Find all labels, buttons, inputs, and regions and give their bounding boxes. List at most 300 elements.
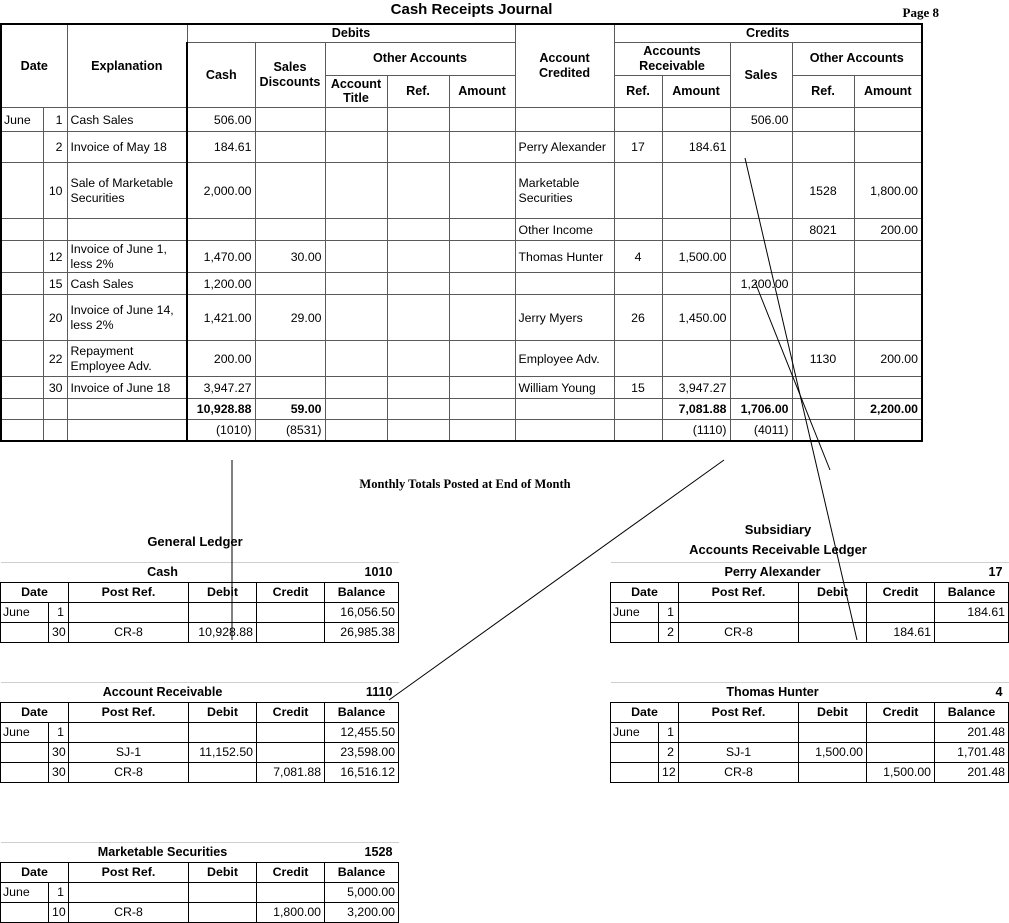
gl-0-cell-balance: 16,056.50 xyxy=(325,603,399,623)
journal-row[interactable] xyxy=(1,295,922,341)
gl-1-row[interactable] xyxy=(1,763,399,783)
journal-cell-ref-ar xyxy=(614,108,662,132)
journal-cell-amount-debit xyxy=(449,295,515,341)
gl-0-column-header xyxy=(1,583,399,603)
gl-1-col-postref: Post Ref. xyxy=(69,703,189,723)
journal-cell-sales-discounts xyxy=(255,163,325,219)
gl-1-table xyxy=(0,682,399,783)
sl-0-cell-post-ref xyxy=(679,603,799,623)
journal-cell-month xyxy=(1,341,43,377)
journal-cell-ref-ar: 26 xyxy=(614,295,662,341)
journal-cell-cash: 184.61 xyxy=(187,132,255,163)
sl-1-cell-debit xyxy=(799,723,867,743)
journal-cell-amount-ar: 1,500.00 xyxy=(662,241,730,273)
journal-header-row-1 xyxy=(1,24,922,42)
gl-1-cell-debit: 11,152.50 xyxy=(189,743,257,763)
sl-0-row[interactable] xyxy=(611,623,1009,643)
sl-1-cell-post-ref: CR-8 xyxy=(679,763,799,783)
journal-cell-account-credited: Employee Adv. xyxy=(515,341,614,377)
journal-cell-amount-debit xyxy=(449,341,515,377)
journal-totals-row xyxy=(1,399,922,420)
journal-cell-amount-debit xyxy=(449,108,515,132)
journal-cell-account-title xyxy=(325,132,387,163)
journal-cell-amount-debit xyxy=(449,377,515,399)
journal-cell-ref-ar: 15 xyxy=(614,377,662,399)
gl-2-cell-balance: 5,000.00 xyxy=(325,883,399,903)
journal-totals-row-sales-discounts: 59.00 xyxy=(255,399,325,420)
journal-cell-cash xyxy=(187,219,255,241)
gl-1-cell-debit xyxy=(189,723,257,743)
gl-2-account-header xyxy=(1,843,399,863)
journal-totals-row-month xyxy=(1,399,43,420)
journal-cell-ref-debit xyxy=(387,273,449,295)
sl-1-cell-post-ref xyxy=(679,723,799,743)
journal-cell-account-credited: Other Income xyxy=(515,219,614,241)
gl-0-account-name: Cash xyxy=(1,563,325,583)
sl-1-cell-post-ref: SJ-1 xyxy=(679,743,799,763)
journal-cell-explanation: Invoice of June 1, less 2% xyxy=(67,241,187,273)
journal-cell-cash: 1,421.00 xyxy=(187,295,255,341)
journal-cell-explanation xyxy=(67,219,187,241)
col-amount-ar: Amount xyxy=(662,75,730,108)
journal-cell-cash: 2,000.00 xyxy=(187,163,255,219)
journal-posting-ref-row-explanation xyxy=(67,420,187,441)
journal-totals-row-ref-ar xyxy=(614,399,662,420)
gl-2-cell-month: June xyxy=(1,883,49,903)
gl-1-cell-balance: 23,598.00 xyxy=(325,743,399,763)
page-title: Cash Receipts Journal xyxy=(390,1,553,18)
journal-cell-ref-debit xyxy=(387,241,449,273)
sl-1-cell-balance: 201.48 xyxy=(935,763,1009,783)
sl-1-cell-credit: 1,500.00 xyxy=(867,763,935,783)
col-cash: Cash xyxy=(187,42,255,107)
journal-cell-day: 1 xyxy=(43,108,67,132)
journal-posting-ref-row-ref-debit xyxy=(387,420,449,441)
journal-cell-cash: 1,200.00 xyxy=(187,273,255,295)
gl-1-account-number: 1110 xyxy=(325,683,399,703)
journal-cell-account-title xyxy=(325,163,387,219)
journal-totals-row-account-title xyxy=(325,399,387,420)
gl-0-row[interactable] xyxy=(1,603,399,623)
journal-cell-account-credited: Thomas Hunter xyxy=(515,241,614,273)
gl-0-cell-credit xyxy=(257,623,325,643)
journal-cell-sales: 1,200.00 xyxy=(730,273,792,295)
journal-cell-ref-credit xyxy=(792,377,854,399)
journal-posting-ref-row-sales: (4011) xyxy=(730,420,792,441)
journal-totals-row-amount-ar: 7,081.88 xyxy=(662,399,730,420)
title-bar xyxy=(0,0,943,23)
journal-posting-ref-row-ref-ar xyxy=(614,420,662,441)
gl-1-cell-day: 30 xyxy=(49,763,69,783)
journal-row[interactable] xyxy=(1,341,922,377)
gl-2-account-name: Marketable Securities xyxy=(1,843,325,863)
journal-row[interactable] xyxy=(1,132,922,163)
gl-2-row[interactable] xyxy=(1,883,399,903)
journal-cell-account-credited: Jerry Myers xyxy=(515,295,614,341)
gl-1-cell-day: 30 xyxy=(49,743,69,763)
sl-0-col-debit: Debit xyxy=(799,583,867,603)
journal-cell-ref-credit xyxy=(792,295,854,341)
journal-posting-ref-row-account-credited xyxy=(515,420,614,441)
col-ref-ar: Ref. xyxy=(614,75,662,108)
ledger-thomas-hunter xyxy=(610,682,1006,783)
sl-0-col-postref: Post Ref. xyxy=(679,583,799,603)
journal-cell-amount-credit xyxy=(854,377,922,399)
journal-cell-sales-discounts xyxy=(255,132,325,163)
journal-cell-ref-credit: 1528 xyxy=(792,163,854,219)
col-ref-credit: Ref. xyxy=(792,75,854,108)
gl-2-col-postref: Post Ref. xyxy=(69,863,189,883)
sl-0-cell-balance xyxy=(935,623,1009,643)
gl-0-cell-credit xyxy=(257,603,325,623)
sl-1-row[interactable] xyxy=(611,763,1009,783)
journal-cell-ref-credit xyxy=(792,108,854,132)
journal-cell-month xyxy=(1,241,43,273)
journal-cell-amount-credit xyxy=(854,273,922,295)
sl-0-column-header xyxy=(611,583,1009,603)
group-debits: Debits xyxy=(187,24,515,42)
journal-cell-amount-credit: 200.00 xyxy=(854,341,922,377)
sl-1-column-header xyxy=(611,703,1009,723)
journal-totals-row-cash: 10,928.88 xyxy=(187,399,255,420)
gl-2-col-debit: Debit xyxy=(189,863,257,883)
journal-cell-ref-credit xyxy=(792,132,854,163)
col-account-title: Account Title xyxy=(325,75,387,108)
journal-posting-ref-row-amount-credit xyxy=(854,420,922,441)
journal-totals-row-sales: 1,706.00 xyxy=(730,399,792,420)
journal-cell-amount-credit: 1,800.00 xyxy=(854,163,922,219)
gl-1-cell-day: 1 xyxy=(49,723,69,743)
journal-cell-ref-debit xyxy=(387,163,449,219)
journal-cell-account-credited xyxy=(515,108,614,132)
gl-2-cell-post-ref xyxy=(69,883,189,903)
journal-cell-cash: 1,470.00 xyxy=(187,241,255,273)
sl-0-col-credit: Credit xyxy=(867,583,935,603)
journal-cell-amount-ar xyxy=(662,273,730,295)
sl-1-cell-month xyxy=(611,743,659,763)
gl-2-account-number: 1528 xyxy=(325,843,399,863)
gl-2-cell-day: 1 xyxy=(49,883,69,903)
journal-cell-account-title xyxy=(325,273,387,295)
gl-0-col-balance: Balance xyxy=(325,583,399,603)
journal-cell-amount-debit xyxy=(449,273,515,295)
sl-0-cell-debit xyxy=(799,623,867,643)
journal-cell-month xyxy=(1,132,43,163)
journal-posting-ref-row-cash: (1010) xyxy=(187,420,255,441)
gl-1-account-name: Account Receivable xyxy=(1,683,325,703)
sl-1-cell-credit xyxy=(867,743,935,763)
journal-cell-explanation: Cash Sales xyxy=(67,108,187,132)
gl-2-cell-credit: 1,800.00 xyxy=(257,903,325,923)
ledger-marketable-securities xyxy=(0,842,396,923)
journal-cell-account-title xyxy=(325,241,387,273)
sl-0-cell-debit xyxy=(799,603,867,623)
journal-cell-month: June xyxy=(1,108,43,132)
sl-0-row[interactable] xyxy=(611,603,1009,623)
journal-cell-account-title xyxy=(325,377,387,399)
journal-posting-ref-row-account-title xyxy=(325,420,387,441)
journal-cell-account-credited xyxy=(515,273,614,295)
journal-cell-amount-debit xyxy=(449,241,515,273)
sl-0-cell-day: 1 xyxy=(659,603,679,623)
sl-1-account-header xyxy=(611,683,1009,703)
gl-1-cell-debit xyxy=(189,763,257,783)
ledger-perry-alexander xyxy=(610,562,1006,643)
gl-0-account-number: 1010 xyxy=(325,563,399,583)
journal-totals-row-amount-credit: 2,200.00 xyxy=(854,399,922,420)
group-credits: Credits xyxy=(614,24,922,42)
group-accounts-receivable: Accounts Receivable xyxy=(614,42,730,75)
gl-2-col-date: Date xyxy=(1,863,69,883)
journal-cell-sales-discounts xyxy=(255,219,325,241)
journal-cell-ref-debit xyxy=(387,219,449,241)
gl-2-row[interactable] xyxy=(1,903,399,923)
sl-1-col-credit: Credit xyxy=(867,703,935,723)
journal-footer xyxy=(1,399,922,441)
sl-0-cell-month: June xyxy=(611,603,659,623)
sl-1-cell-day: 12 xyxy=(659,763,679,783)
gl-1-column-header xyxy=(1,703,399,723)
sl-1-cell-month: June xyxy=(611,723,659,743)
gl-2-cell-debit xyxy=(189,883,257,903)
gl-0-col-credit: Credit xyxy=(257,583,325,603)
gl-1-cell-post-ref: SJ-1 xyxy=(69,743,189,763)
journal-cell-ref-ar: 17 xyxy=(614,132,662,163)
journal-cell-amount-credit xyxy=(854,295,922,341)
journal-cell-account-credited: William Young xyxy=(515,377,614,399)
journal-cell-amount-credit xyxy=(854,132,922,163)
journal-cell-sales-discounts xyxy=(255,377,325,399)
general-ledger-caption: General Ledger xyxy=(147,534,243,549)
journal-cell-sales-discounts xyxy=(255,273,325,295)
journal-cell-sales xyxy=(730,163,792,219)
sl-1-cell-debit: 1,500.00 xyxy=(799,743,867,763)
journal-cell-amount-credit: 200.00 xyxy=(854,219,922,241)
journal-cell-ref-credit xyxy=(792,241,854,273)
gl-1-row[interactable] xyxy=(1,723,399,743)
gl-1-col-date: Date xyxy=(1,703,69,723)
journal-cell-amount-ar: 3,947.27 xyxy=(662,377,730,399)
sl-1-cell-credit xyxy=(867,723,935,743)
sl-1-col-balance: Balance xyxy=(935,703,1009,723)
sl-1-row[interactable] xyxy=(611,723,1009,743)
journal-cell-ref-ar xyxy=(614,219,662,241)
sl-1-cell-balance: 1,701.48 xyxy=(935,743,1009,763)
monthly-totals-note: Monthly Totals Posted at End of Month xyxy=(359,477,571,491)
sl-1-cell-day: 2 xyxy=(659,743,679,763)
gl-0-cell-day: 1 xyxy=(49,603,69,623)
journal-row[interactable] xyxy=(1,219,922,241)
journal-cell-cash: 506.00 xyxy=(187,108,255,132)
sl-1-table xyxy=(610,682,1009,783)
cash-receipts-journal xyxy=(0,23,943,442)
journal-cell-amount-debit xyxy=(449,163,515,219)
journal-row[interactable] xyxy=(1,377,922,399)
gl-1-row[interactable] xyxy=(1,743,399,763)
journal-cell-account-credited: Marketable Securities xyxy=(515,163,614,219)
journal-cell-amount-debit xyxy=(449,219,515,241)
gl-2-col-balance: Balance xyxy=(325,863,399,883)
journal-posting-ref-row-sales-discounts: (8531) xyxy=(255,420,325,441)
gl-0-cell-month: June xyxy=(1,603,49,623)
journal-posting-ref-row-amount-ar: (1110) xyxy=(662,420,730,441)
journal-cell-ref-credit: 8021 xyxy=(792,219,854,241)
gl-2-table xyxy=(0,842,399,923)
journal-cell-cash: 3,947.27 xyxy=(187,377,255,399)
journal-cell-ref-ar xyxy=(614,163,662,219)
subsidiary-ledger-caption-line1: Subsidiary xyxy=(744,522,812,537)
gl-1-col-credit: Credit xyxy=(257,703,325,723)
journal-cell-day: 20 xyxy=(43,295,67,341)
journal-cell-amount-debit xyxy=(449,132,515,163)
journal-table xyxy=(0,23,923,442)
gl-1-cell-post-ref xyxy=(69,723,189,743)
journal-cell-account-title xyxy=(325,108,387,132)
journal-cell-amount-ar: 184.61 xyxy=(662,132,730,163)
gl-0-account-header xyxy=(1,563,399,583)
sl-0-cell-credit: 184.61 xyxy=(867,623,935,643)
journal-totals-row-ref-debit xyxy=(387,399,449,420)
journal-cell-sales xyxy=(730,219,792,241)
journal-cell-account-title xyxy=(325,219,387,241)
journal-cell-amount-credit xyxy=(854,241,922,273)
journal-row[interactable] xyxy=(1,273,922,295)
gl-0-cell-post-ref: CR-8 xyxy=(69,623,189,643)
page-number-label: Page 8 xyxy=(902,5,939,20)
gl-1-account-header xyxy=(1,683,399,703)
journal-cell-ref-credit: 1130 xyxy=(792,341,854,377)
sl-0-cell-balance: 184.61 xyxy=(935,603,1009,623)
journal-cell-day: 12 xyxy=(43,241,67,273)
gl-1-col-balance: Balance xyxy=(325,703,399,723)
col-date: Date xyxy=(1,24,67,108)
journal-cell-day: 22 xyxy=(43,341,67,377)
journal-cell-sales xyxy=(730,341,792,377)
col-amount-debit: Amount xyxy=(449,75,515,108)
journal-totals-row-explanation xyxy=(67,399,187,420)
journal-cell-sales xyxy=(730,295,792,341)
gl-2-cell-month xyxy=(1,903,49,923)
journal-cell-sales: 506.00 xyxy=(730,108,792,132)
sl-0-account-number: 17 xyxy=(935,563,1009,583)
sl-1-account-number: 4 xyxy=(935,683,1009,703)
sl-0-account-name: Perry Alexander xyxy=(611,563,935,583)
gl-1-cell-month: June xyxy=(1,723,49,743)
gl-1-cell-credit xyxy=(257,743,325,763)
sl-0-col-date: Date xyxy=(611,583,679,603)
journal-cell-ref-debit xyxy=(387,377,449,399)
journal-cell-amount-ar xyxy=(662,108,730,132)
journal-cell-ref-debit xyxy=(387,295,449,341)
journal-cell-amount-ar: 1,450.00 xyxy=(662,295,730,341)
sl-1-cell-month xyxy=(611,763,659,783)
sl-0-cell-credit xyxy=(867,603,935,623)
journal-totals-row-amount-debit xyxy=(449,399,515,420)
sl-0-table xyxy=(610,562,1009,643)
journal-cell-sales-discounts xyxy=(255,108,325,132)
gl-0-row[interactable] xyxy=(1,623,399,643)
journal-cell-month xyxy=(1,377,43,399)
journal-cell-amount-ar xyxy=(662,219,730,241)
journal-cell-day: 10 xyxy=(43,163,67,219)
journal-cell-ref-ar: 4 xyxy=(614,241,662,273)
journal-cell-month xyxy=(1,163,43,219)
sl-1-col-debit: Debit xyxy=(799,703,867,723)
gl-1-cell-post-ref: CR-8 xyxy=(69,763,189,783)
journal-cell-ref-debit xyxy=(387,108,449,132)
gl-0-cell-post-ref xyxy=(69,603,189,623)
journal-body xyxy=(1,108,922,399)
sl-0-col-balance: Balance xyxy=(935,583,1009,603)
journal-cell-explanation: Sale of Marketable Securities xyxy=(67,163,187,219)
sl-1-col-date: Date xyxy=(611,703,679,723)
journal-cell-amount-ar xyxy=(662,341,730,377)
gl-2-cell-balance: 3,200.00 xyxy=(325,903,399,923)
col-ref-debit: Ref. xyxy=(387,75,449,108)
gl-1-cell-credit: 7,081.88 xyxy=(257,763,325,783)
journal-cell-sales-discounts: 29.00 xyxy=(255,295,325,341)
journal-totals-row-ref-credit xyxy=(792,399,854,420)
gl-0-cell-month xyxy=(1,623,49,643)
group-other-accounts-credit: Other Accounts xyxy=(792,42,922,75)
gl-2-cell-credit xyxy=(257,883,325,903)
journal-posting-ref-row xyxy=(1,420,922,441)
gl-2-cell-day: 10 xyxy=(49,903,69,923)
gl-1-cell-month xyxy=(1,743,49,763)
sl-1-row[interactable] xyxy=(611,743,1009,763)
gl-0-col-debit: Debit xyxy=(189,583,257,603)
journal-cell-ref-ar xyxy=(614,273,662,295)
journal-cell-amount-credit xyxy=(854,108,922,132)
journal-cell-amount-ar xyxy=(662,163,730,219)
gl-0-cell-day: 30 xyxy=(49,623,69,643)
gl-2-col-credit: Credit xyxy=(257,863,325,883)
journal-row[interactable] xyxy=(1,108,922,132)
gl-1-cell-balance: 12,455.50 xyxy=(325,723,399,743)
gl-1-cell-credit xyxy=(257,723,325,743)
sl-0-account-header xyxy=(611,563,1009,583)
sl-0-cell-day: 2 xyxy=(659,623,679,643)
journal-row[interactable] xyxy=(1,163,922,219)
group-other-accounts-debit: Other Accounts xyxy=(325,42,515,75)
sl-1-cell-balance: 201.48 xyxy=(935,723,1009,743)
journal-cell-sales xyxy=(730,132,792,163)
sl-1-col-postref: Post Ref. xyxy=(679,703,799,723)
journal-cell-sales xyxy=(730,377,792,399)
journal-cell-explanation: Invoice of June 18 xyxy=(67,377,187,399)
journal-cell-account-title xyxy=(325,341,387,377)
col-account-credited: Account Credited xyxy=(515,24,614,108)
gl-0-col-postref: Post Ref. xyxy=(69,583,189,603)
gl-0-table xyxy=(0,562,399,643)
gl-2-column-header xyxy=(1,863,399,883)
gl-1-cell-month xyxy=(1,763,49,783)
journal-cell-ref-debit xyxy=(387,341,449,377)
journal-cell-explanation: Cash Sales xyxy=(67,273,187,295)
col-amount-credit: Amount xyxy=(854,75,922,108)
sl-0-cell-month xyxy=(611,623,659,643)
journal-posting-ref-row-amount-debit xyxy=(449,420,515,441)
journal-cell-ref-ar xyxy=(614,341,662,377)
journal-row[interactable] xyxy=(1,241,922,273)
journal-posting-ref-row-month xyxy=(1,420,43,441)
gl-1-cell-balance: 16,516.12 xyxy=(325,763,399,783)
journal-cell-day: 30 xyxy=(43,377,67,399)
journal-cell-sales-discounts: 30.00 xyxy=(255,241,325,273)
col-sales: Sales xyxy=(730,42,792,107)
gl-0-cell-debit: 10,928.88 xyxy=(189,623,257,643)
gl-0-cell-balance: 26,985.38 xyxy=(325,623,399,643)
